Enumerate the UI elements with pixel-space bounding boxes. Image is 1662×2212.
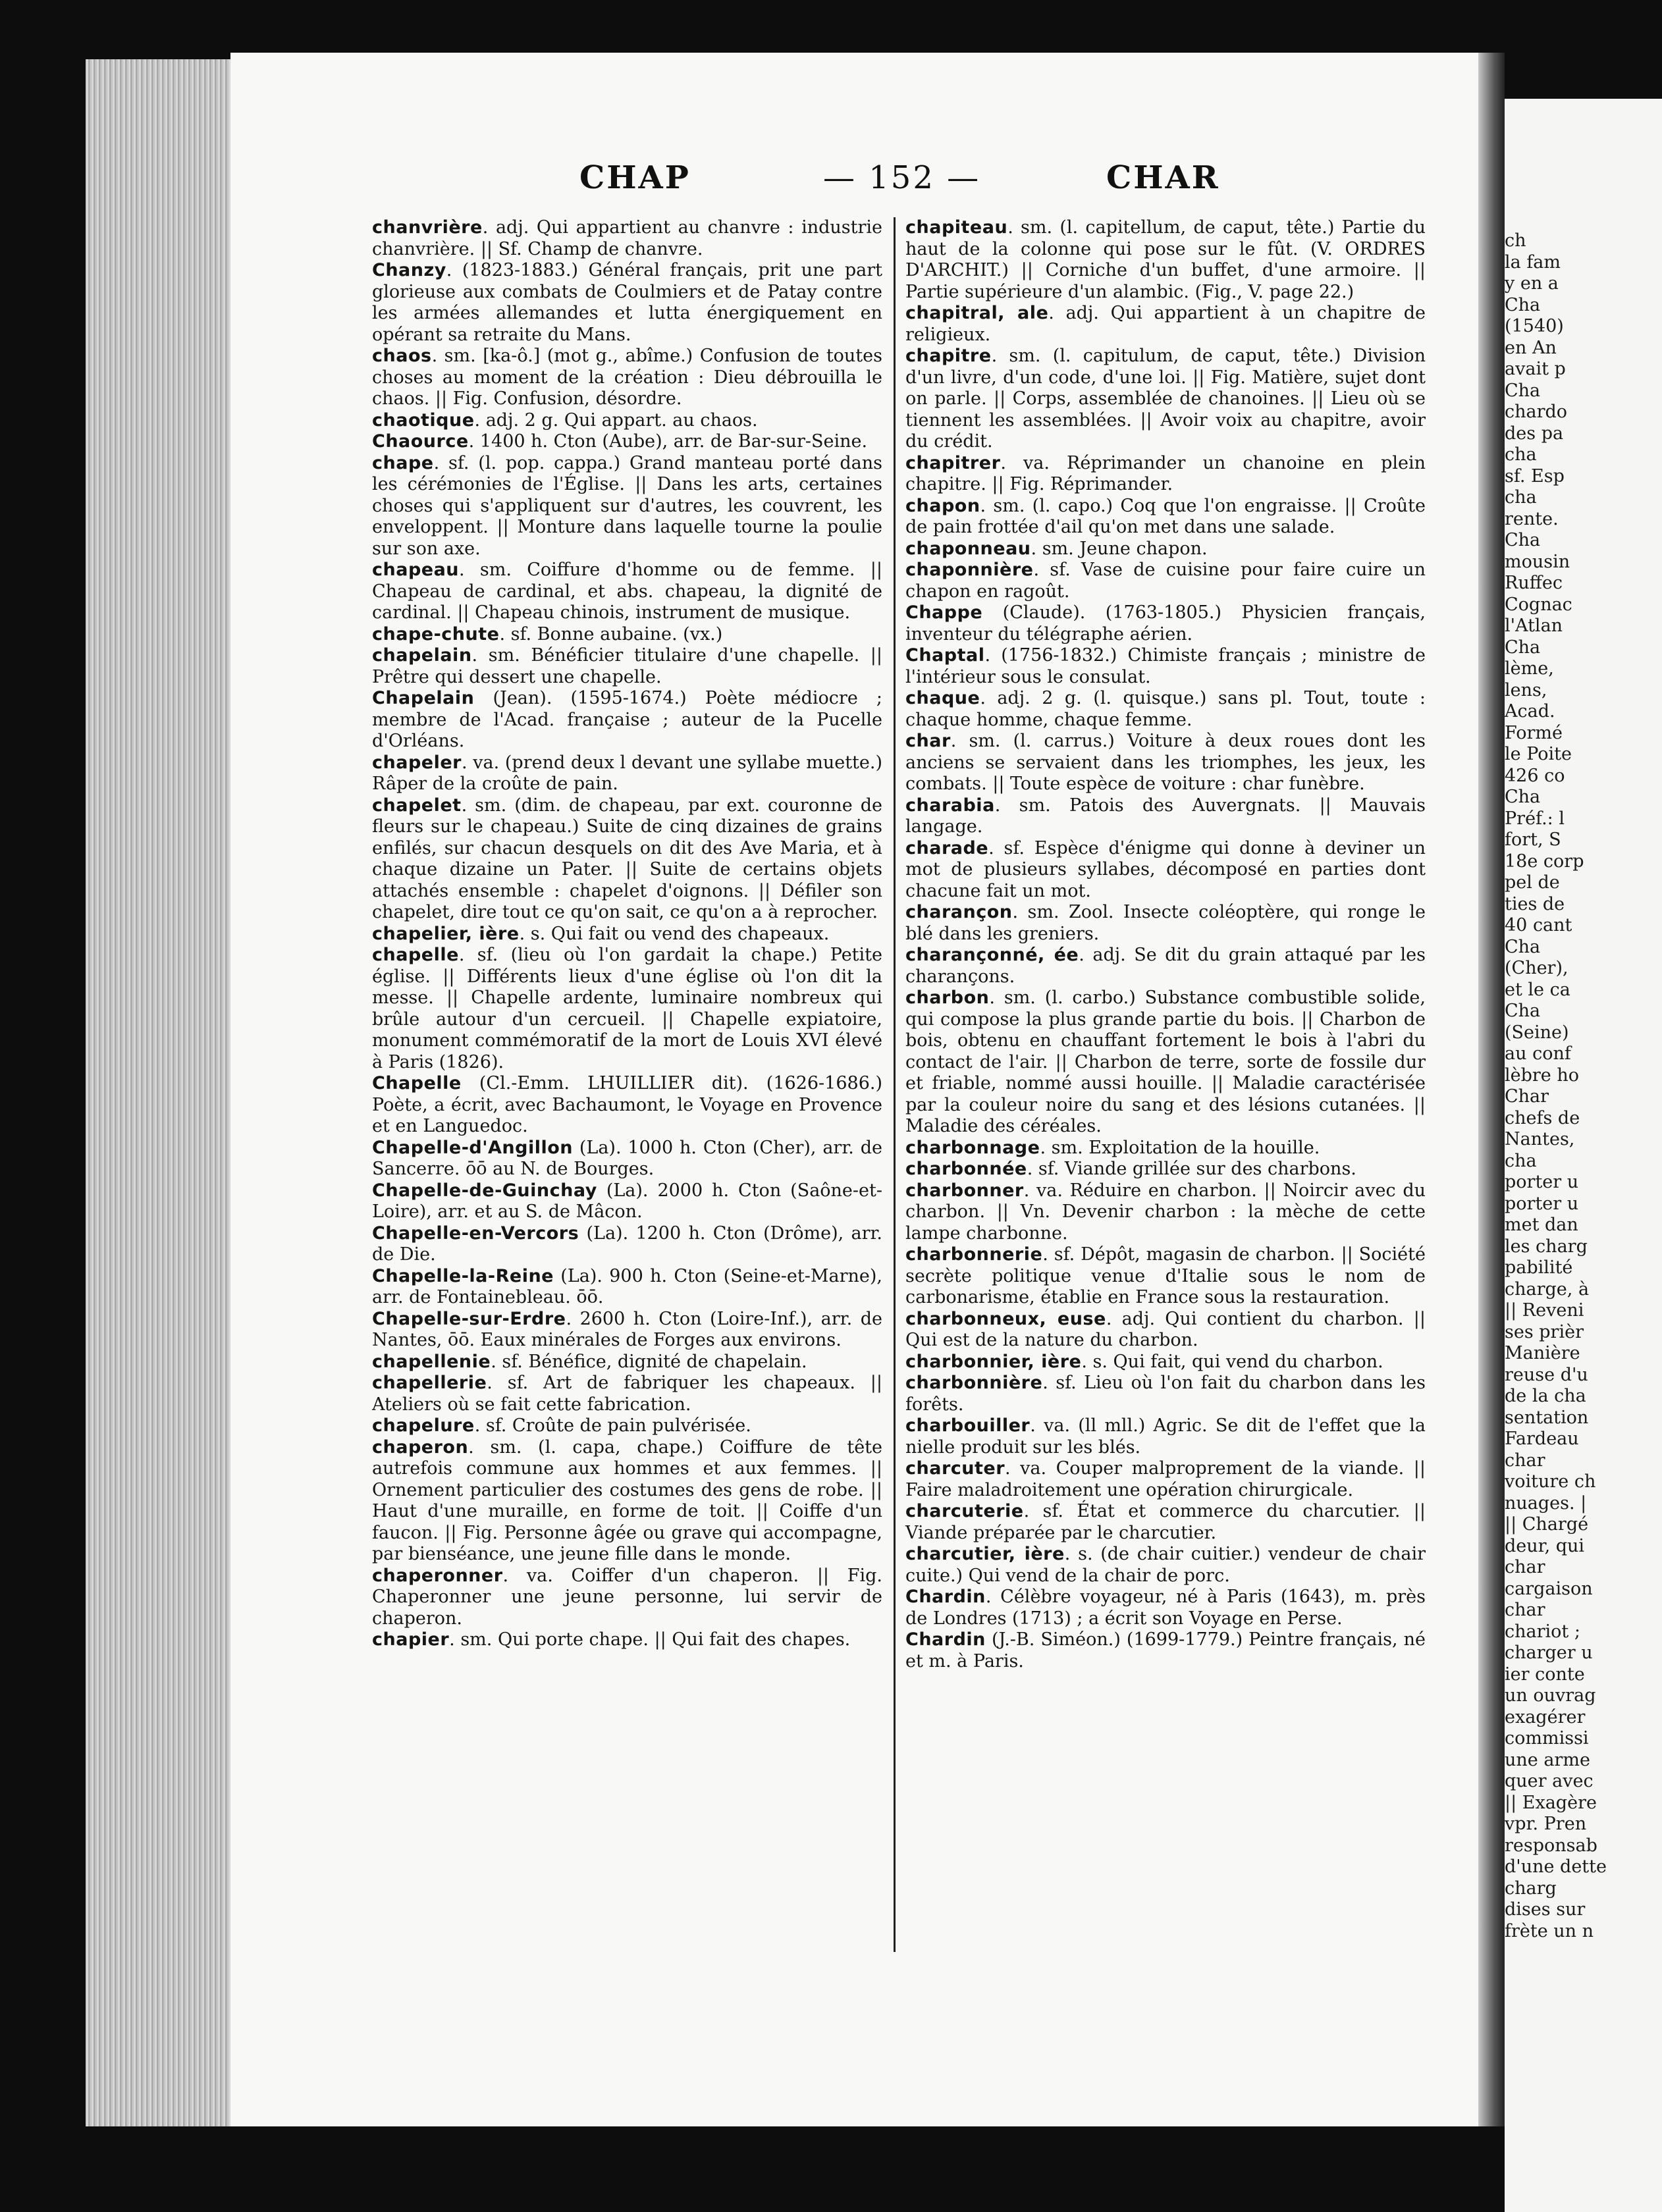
dictionary-entry xyxy=(905,217,1426,303)
entry-headword: charcuterie xyxy=(905,1501,1024,1521)
dictionary-entry xyxy=(905,1309,1426,1352)
adjacent-page-line: charger u xyxy=(1505,1643,1593,1663)
adjacent-page-line: charg xyxy=(1505,1878,1557,1899)
entry-definition: . sf. Dépôt, magasin de charbon. || Société secrète politique venue d'Italie sous le nom de carbonarisme, établie en France sous la restauration. xyxy=(905,1244,1426,1307)
dictionary-entry xyxy=(905,1352,1426,1373)
book-page-edges xyxy=(86,59,234,2126)
entry-headword: chape-chute xyxy=(372,623,500,645)
adjacent-page-line: de la cha xyxy=(1505,1386,1586,1406)
adjacent-page-line: au conf xyxy=(1505,1043,1571,1064)
adjacent-page-line: char xyxy=(1505,1557,1545,1577)
adjacent-page-line: cha xyxy=(1505,487,1537,508)
entry-definition: . sm. Jeune chapon. xyxy=(1031,538,1208,559)
entry-headword: Chanzy xyxy=(372,260,446,280)
dictionary-entry xyxy=(372,410,882,432)
entry-headword: chaponnière xyxy=(905,560,1034,580)
dictionary-entry xyxy=(905,1138,1426,1159)
adjacent-page-line: ses prièr xyxy=(1505,1321,1584,1342)
dictionary-entry xyxy=(905,902,1426,945)
entry-definition: . 1400 h. Cton (Aube), arr. de Bar-sur-Seine. xyxy=(468,431,868,452)
adjacent-page-line: 18e corp xyxy=(1505,851,1584,872)
entry-definition: . va. Réprimander un chanoine en plein chapitre. || Fig. Réprimander. xyxy=(905,452,1426,494)
adjacent-page-line: la fam xyxy=(1505,251,1561,273)
adjacent-page-line: en An xyxy=(1505,337,1557,358)
dictionary-entry xyxy=(372,1629,882,1651)
entry-definition: . s. Qui fait ou vend des chapeaux. xyxy=(519,923,830,944)
entry-headword: Chardin xyxy=(905,1587,986,1607)
entry-definition: . 2600 h. Cton (Loire-Inf.), arr. de Nantes, ōō. Eaux minérales de Forges aux environs. xyxy=(372,1308,882,1350)
adjacent-page-line: des pa xyxy=(1505,423,1564,444)
dictionary-entry xyxy=(372,431,882,453)
adjacent-page-text xyxy=(1505,230,1662,1942)
adjacent-page-line: avait p xyxy=(1505,359,1566,379)
entry-definition: (J.-B. Siméon.) (1699-1779.) Peintre français, né et m. à Paris. xyxy=(905,1629,1426,1672)
adjacent-page-line: deur, qui xyxy=(1505,1535,1585,1556)
adjacent-page-line: char xyxy=(1505,1600,1545,1620)
adjacent-page-line: (Seine) xyxy=(1505,1022,1569,1043)
entry-headword: Chaource xyxy=(372,431,469,452)
adjacent-page-line: || Reveni xyxy=(1505,1300,1584,1321)
dictionary-entry xyxy=(905,945,1426,988)
entry-definition: (La). 1000 h. Cton (Cher), arr. de Sancerre. ōō au N. de Bourges. xyxy=(372,1137,882,1179)
entry-headword: chapiteau xyxy=(905,217,1008,238)
entry-definition: (Claude). (1763-1805.) Physicien français, inventeur du télégraphe aérien. xyxy=(905,602,1426,645)
entry-definition: . s. Qui fait, qui vend du charbon. xyxy=(1081,1351,1383,1372)
adjacent-page-line: Nantes, xyxy=(1505,1129,1575,1149)
entry-headword: chapelier, ière xyxy=(372,923,520,944)
entry-definition: . sf. Vase de cuisine pour faire cuire un chapon en ragoût. xyxy=(905,560,1426,602)
adjacent-page-line: sf. Esp xyxy=(1505,465,1565,487)
dictionary-entry xyxy=(372,924,882,945)
dictionary-entry xyxy=(372,1073,882,1138)
dictionary-entry xyxy=(905,1244,1426,1309)
adjacent-page-line: Cha xyxy=(1505,787,1541,807)
dictionary-entry xyxy=(372,260,882,346)
adjacent-page-line: Acad. xyxy=(1505,701,1555,722)
entry-definition: . sm. Exploitation de la houille. xyxy=(1040,1137,1320,1158)
entry-headword: chapelure xyxy=(372,1415,475,1436)
dictionary-entry xyxy=(372,1373,882,1415)
dictionary-entry xyxy=(372,560,882,624)
adjacent-page-line: commissi xyxy=(1505,1728,1589,1749)
entry-headword: Chapelain xyxy=(372,688,475,708)
dictionary-entry xyxy=(372,1309,882,1352)
entry-headword: chape xyxy=(372,452,434,473)
entry-definition: . sf. (lieu où l'on gardait la chape.) Petite église. || Différents lieux d'une église où l'on dit la messe. || Chapelle ardente, luminaire nombreux qui brûle autour d'un cercueil. || Chapelle expiatoire, monument commémoratif de la mort de Louis XVI élevé à Paris (1826). xyxy=(372,945,882,1072)
dictionary-entry xyxy=(905,1458,1426,1501)
adjacent-page-line: || Chargé xyxy=(1505,1514,1589,1535)
adjacent-page-line: cha xyxy=(1505,1150,1537,1171)
entry-headword: charançonné, ée xyxy=(905,945,1079,965)
dictionary-entry xyxy=(372,1180,882,1223)
entry-headword: chapon xyxy=(905,495,980,516)
entry-definition: . va. Coiffer d'un chaperon. || Fig. Chaperonner une jeune personne, lui servir de chaperon. xyxy=(372,1565,882,1629)
entry-headword: charbon xyxy=(905,988,990,1008)
entry-definition: (La). 900 h. Cton (Seine-et-Marne), arr. de Fontainebleau. ōō. xyxy=(372,1265,882,1307)
adjacent-page-line: Cognac xyxy=(1505,594,1572,615)
entry-definition: . sf. Art de fabriquer les chapeaux. || Ateliers où se fait cette fabrication. xyxy=(372,1373,882,1415)
entry-headword: chapitrer xyxy=(905,452,1001,473)
entry-headword: chaperonner xyxy=(372,1565,503,1586)
entry-headword: chapier xyxy=(372,1629,450,1650)
dictionary-entry xyxy=(372,453,882,560)
adjacent-page-line: Manière xyxy=(1505,1343,1580,1363)
entry-definition: . (1756-1832.) Chimiste français ; ministre de l'intérieur sous le consulat. xyxy=(905,645,1426,687)
dictionary-entry xyxy=(372,795,882,924)
adjacent-page-line: Cha xyxy=(1505,294,1541,315)
adjacent-page-line: quer avec xyxy=(1505,1771,1594,1791)
adjacent-page-line: cargaison xyxy=(1505,1578,1593,1599)
adjacent-page-line: vpr. Pren xyxy=(1505,1814,1587,1834)
entry-definition: . sf. Bonne aubaine. (vx.) xyxy=(499,623,723,645)
entry-definition: . adj. Qui appartient à un chapitre de religieux. xyxy=(905,303,1426,345)
entry-headword: Chapelle-la-Reine xyxy=(372,1265,554,1286)
dictionary-entry xyxy=(905,838,1426,903)
entry-headword: chapelet xyxy=(372,795,462,816)
entry-headword: charabia xyxy=(905,795,995,816)
dictionary-entry xyxy=(372,217,882,260)
adjacent-page-line: une arme xyxy=(1505,1749,1590,1770)
adjacent-page-line: cha xyxy=(1505,444,1537,465)
dictionary-entry xyxy=(905,988,1426,1138)
adjacent-page-line: un ouvrag xyxy=(1505,1685,1596,1706)
column-divider xyxy=(894,217,896,1952)
dictionary-entry xyxy=(372,624,882,646)
adjacent-page-line: Cha xyxy=(1505,1001,1541,1021)
adjacent-page-line: Ruffec xyxy=(1505,573,1563,593)
entry-definition: . va. (prend deux l devant une syllabe muette.) Râper de la croûte de pain. xyxy=(372,752,882,794)
adjacent-page-line: Char xyxy=(1505,1086,1549,1107)
adjacent-page-line: charge, à xyxy=(1505,1278,1590,1300)
entry-headword: chapeau xyxy=(372,560,460,580)
adjacent-page-line: reuse d'u xyxy=(1505,1364,1588,1385)
dictionary-entry xyxy=(905,795,1426,838)
adjacent-page-line: l'Atlan xyxy=(1505,616,1563,636)
adjacent-page-line: chefs de xyxy=(1505,1107,1580,1128)
entry-definition: . sf. Espèce d'énigme qui donne à deviner un mot de plusieurs syllabes, décomposé en parties dont chacune fait un mot. xyxy=(905,837,1426,901)
page-header xyxy=(579,158,1225,204)
dictionary-entry xyxy=(905,560,1426,602)
entry-definition: . sf. Croûte de pain pulvérisée. xyxy=(474,1415,751,1436)
adjacent-page-line: 40 cant xyxy=(1505,915,1572,935)
adjacent-page-line: || Exagère xyxy=(1505,1792,1597,1813)
entry-definition: (La). 1200 h. Cton (Drôme), arr. de Die. xyxy=(372,1223,882,1265)
entry-headword: charcutier, ière xyxy=(905,1544,1065,1564)
adjacent-page-line: rente. xyxy=(1505,508,1559,529)
adjacent-page-line: lèbre ho xyxy=(1505,1065,1580,1086)
entry-headword: charbonnier, ière xyxy=(905,1351,1082,1372)
adjacent-page-line: responsab xyxy=(1505,1835,1597,1856)
adjacent-page-line: nuages. | xyxy=(1505,1492,1587,1514)
adjacent-page-line: fort, S xyxy=(1505,830,1561,850)
dictionary-entry xyxy=(905,346,1426,453)
adjacent-page-line: dises sur xyxy=(1505,1899,1586,1920)
dictionary-entry xyxy=(905,688,1426,731)
adjacent-page-line: Formé xyxy=(1505,722,1563,743)
dictionary-entry xyxy=(372,1352,882,1373)
adjacent-page-line: Préf.: l xyxy=(1505,808,1565,829)
entry-headword: chapitre xyxy=(905,346,992,366)
entry-headword: Chapelle-de-Guinchay xyxy=(372,1180,597,1201)
adjacent-page-line: pabilité xyxy=(1505,1257,1573,1278)
entry-definition: . sm. Coiffure d'homme ou de femme. || Chapeau de cardinal, et abs. chapeau, la dignité de cardinal. || Chapeau chinois, instrument de musique. xyxy=(372,560,882,623)
adjacent-page-line: porter u xyxy=(1505,1193,1579,1214)
adjacent-page-line: Cha xyxy=(1505,380,1541,401)
entry-headword: charbonner xyxy=(905,1180,1024,1201)
dictionary-entry xyxy=(905,1159,1426,1180)
adjacent-page-line: char xyxy=(1505,1450,1545,1471)
entry-headword: charbonnerie xyxy=(905,1244,1043,1265)
right-column xyxy=(905,217,1426,1672)
entry-definition: . sm. (l. capitulum, de caput, tête.) Division d'un livre, d'un code, d'une loi. || Fig. Matière, sujet dont on parle. || Corps, assemblée de chanoines. || Lieu où se tiennent les assemblées. || Avoir voix au chapitre, avoir du crédit. xyxy=(905,346,1426,452)
entry-headword: chaotique xyxy=(372,409,475,431)
entry-definition: . adj. Se dit du grain attaqué par les charançons. xyxy=(905,945,1426,987)
header-left-guide-word: CHAP xyxy=(579,159,691,196)
adjacent-page-line: mousin xyxy=(1505,551,1570,572)
left-column xyxy=(372,217,882,1651)
entry-headword: chapeler xyxy=(372,752,462,773)
adjacent-page-line: et le ca xyxy=(1505,979,1570,1000)
entry-headword: chapelain xyxy=(372,645,472,666)
dictionary-entry xyxy=(372,1415,882,1437)
dictionary-entry xyxy=(372,1223,882,1266)
adjacent-page-line: pel de xyxy=(1505,872,1560,893)
adjacent-page-fragment xyxy=(1505,99,1662,2212)
adjacent-page-line: lème, xyxy=(1505,658,1554,679)
adjacent-page-line: porter u xyxy=(1505,1172,1579,1192)
dictionary-entry xyxy=(905,602,1426,645)
entry-definition: . va. Réduire en charbon. || Noircir avec du charbon. || Vn. Devenir charbon : la mèche de cette lampe charbonne. xyxy=(905,1180,1426,1244)
entry-definition: . sf. Lieu où l'on fait du charbon dans les forêts. xyxy=(905,1373,1426,1415)
adjacent-page-line: met dan xyxy=(1505,1215,1578,1235)
entry-definition: . sf. État et commerce du charcutier. || Viande préparée par le charcutier. xyxy=(905,1501,1426,1543)
entry-definition: . adj. 2 g. Qui appart. au chaos. xyxy=(474,409,758,431)
entry-definition: . sm. (l. capitellum, de caput, tête.) Partie du haut de la colonne qui pose sur le fût. (V. ORDRES D'ARCHIT.) || Corniche d'un buffet, d'une armoire. || Partie supérieure d'un alambic. (Fig., V. page 22.) xyxy=(905,217,1426,302)
entry-headword: Chapelle xyxy=(372,1073,462,1093)
adjacent-page-line: d'une dette xyxy=(1505,1856,1607,1877)
entry-definition: . sf. Viande grillée sur des charbons. xyxy=(1027,1159,1356,1179)
entry-definition: . sm. (dim. de chapeau, par ext. couronne de fleurs sur le chapeau.) Suite de cinq dizaines de grains enfilés, sur chacun desquels on dit des Ave Maria, et à chaque dizaine un Pater. || Suite de certains objets attachés ensemble : chapelet d'oignons. || Défiler son chapelet, dire tout ce qu'on sait, ce qu'on a à reprocher. xyxy=(372,795,882,922)
entry-definition: . adj. Qui contient du charbon. || Qui est de la nature du charbon. xyxy=(905,1308,1426,1350)
entry-definition: (La). 2000 h. Cton (Saône-et-Loire), arr. et au S. de Mâcon. xyxy=(372,1180,882,1222)
entry-headword: Chapelle-d'Angillon xyxy=(372,1137,573,1158)
entry-definition: . sf. Bénéfice, dignité de chapelain. xyxy=(491,1351,807,1372)
entry-definition: . sm. (l. capo.) Coq que l'on engraisse. || Croûte de pain frottée d'ail qu'on met dans une salade. xyxy=(905,495,1426,537)
dictionary-entry xyxy=(905,1180,1426,1245)
adjacent-page-line: le Poite xyxy=(1505,744,1572,764)
entry-headword: chaponneau xyxy=(905,538,1031,559)
dictionary-entry xyxy=(372,752,882,795)
dictionary-entry xyxy=(905,1373,1426,1415)
adjacent-page-line: Cha xyxy=(1505,936,1541,957)
entry-definition: . (1823-1883.) Général français, prit une part glorieuse aux combats de Coulmiers et de Patay contre les armées allemandes et lutta énergiquement en opérant sa retraite du Mans. xyxy=(372,260,882,345)
adjacent-page-line: chariot ; xyxy=(1505,1621,1580,1642)
dictionary-entry xyxy=(372,346,882,410)
entry-headword: charbonnage xyxy=(905,1137,1040,1158)
adjacent-page-line: frète un n xyxy=(1505,1920,1594,1941)
adjacent-page-line: Cha xyxy=(1505,530,1541,550)
dictionary-entry xyxy=(905,645,1426,688)
entry-definition: . sm. (l. carbo.) Substance combustible solide, qui compose la plus grande partie du bois. || Charbon de bois, obtenu en chauffant fortement le bois à l'abri du contact de l'air. || Charbon de terre, sorte de fossile dur et friable, nommé aussi houille. || Maladie caractérisée par la couleur noire du sang et des lésions cutanées. || Maladie des céréales. xyxy=(905,988,1426,1136)
entry-headword: Chapelle-sur-Erdre xyxy=(372,1308,566,1329)
entry-definition: . sm. Patois des Auvergnats. || Mauvais langage. xyxy=(905,795,1426,837)
entry-headword: Chaptal xyxy=(905,645,985,666)
dictionary-entry xyxy=(372,688,882,752)
entry-headword: Chardin xyxy=(905,1629,986,1650)
entry-headword: chaque xyxy=(905,688,980,708)
entry-headword: Chappe xyxy=(905,602,983,623)
entry-definition: . adj. Qui appartient au chanvre : industrie chanvrière. || Sf. Champ de chanvre. xyxy=(372,217,882,259)
entry-definition: . va. Couper malproprement de la viande. || Faire maladroitement une opération chirurgicale. xyxy=(905,1458,1426,1500)
entry-headword: charcuter xyxy=(905,1458,1005,1479)
entry-definition: . sm. Bénéficier titulaire d'une chapelle. || Prêtre qui dessert une chapelle. xyxy=(372,645,882,687)
dictionary-entry xyxy=(372,1138,882,1180)
adjacent-page-line: voiture ch xyxy=(1505,1471,1596,1492)
entry-definition: (Cl.-Emm. LHUILLIER dit). (1626-1686.) Poète, a écrit, avec Bachaumont, le Voyage en Provence et en Languedoc. xyxy=(372,1073,882,1136)
dictionary-entry xyxy=(905,539,1426,560)
adjacent-page-line: ier conte xyxy=(1505,1664,1585,1685)
entry-definition: . Célèbre voyageur, né à Paris (1643), m. près de Londres (1713) ; a écrit son Voyage en Perse. xyxy=(905,1587,1426,1629)
dictionary-entry xyxy=(905,1501,1426,1544)
entry-definition: . sf. (l. pop. cappa.) Grand manteau porté dans les cérémonies de l'Église. || Dans les arts, certaines choses qui s'appliquent sur d'autres, les couvrent, les enveloppent. || Monture dans laquelle tourne la poulie sur son axe. xyxy=(372,452,882,559)
entry-definition: . adj. 2 g. (l. quisque.) sans pl. Tout, toute : chaque homme, chaque femme. xyxy=(905,688,1426,730)
entry-headword: charbouiller xyxy=(905,1415,1031,1436)
adjacent-page-line: sentation xyxy=(1505,1407,1589,1428)
entry-definition: . sm. Qui porte chape. || Qui fait des chapes. xyxy=(449,1629,851,1650)
entry-definition: . sm. [ka-ô.] (mot g., abîme.) Confusion de toutes choses au moment de la création : Dieu débrouilla le chaos. || Fig. Confusion, désordre. xyxy=(372,346,882,409)
entry-definition: . s. (de chair cuitier.) vendeur de chair cuite.) Qui vend de la chair de porc. xyxy=(905,1544,1426,1586)
adjacent-page-line: (Cher), xyxy=(1505,958,1568,978)
entry-headword: charbonnière xyxy=(905,1373,1043,1393)
entry-definition: . sm. (l. capa, chape.) Coiffure de tête autrefois commune aux hommes et aux femmes. || Ornement particulier des costumes des gens de robe. || Haut d'une muraille, en forme de toit. || Coiffe d'un faucon. || Fig. Personne âgée ou grave qui accompagne, par bienséance, une jeune fille dans le monde. xyxy=(372,1436,882,1564)
adjacent-page-line: Fardeau xyxy=(1505,1429,1579,1449)
adjacent-page-line: lens, xyxy=(1505,679,1547,700)
entry-definition: . sm. (l. carrus.) Voiture à deux roues dont les anciens se servaient dans les triomphes, les jeux, les combats. || Toute espèce de voiture : char funèbre. xyxy=(905,731,1426,794)
adjacent-page-line: y en a xyxy=(1505,273,1559,294)
dictionary-entry xyxy=(372,1437,882,1566)
dictionary-entry xyxy=(905,1629,1426,1672)
adjacent-page-line: (1540) xyxy=(1505,316,1564,336)
page-number: — 152 — xyxy=(823,159,981,196)
entry-headword: chanvrière xyxy=(372,217,483,238)
dictionary-entry xyxy=(372,1266,882,1309)
adjacent-page-line: ch xyxy=(1505,230,1526,251)
entry-headword: charbonneux, euse xyxy=(905,1308,1106,1329)
adjacent-page-line: les charg xyxy=(1505,1236,1588,1257)
entry-headword: charançon xyxy=(905,902,1013,922)
entry-definition: . sm. Zool. Insecte coléoptère, qui ronge le blé dans les greniers. xyxy=(905,902,1426,944)
adjacent-page-line: ties de xyxy=(1505,893,1565,914)
dictionary-entry xyxy=(905,496,1426,539)
adjacent-page-line: 426 co xyxy=(1505,765,1565,786)
entry-headword: chapelle xyxy=(372,945,459,965)
entry-headword: chaperon xyxy=(372,1436,469,1458)
adjacent-page-line: exagérer xyxy=(1505,1706,1586,1727)
entry-headword: chapitral, ale xyxy=(905,303,1049,323)
dictionary-entry xyxy=(372,1566,882,1630)
book-gutter xyxy=(1478,53,1505,2126)
entry-headword: chaos xyxy=(372,346,432,366)
entry-definition: . va. (ll mll.) Agric. Se dit de l'effet que la nielle produit sur les blés. xyxy=(905,1415,1426,1458)
adjacent-page-line: Cha xyxy=(1505,637,1541,658)
entry-headword: char xyxy=(905,731,951,751)
entry-headword: chapellerie xyxy=(372,1373,487,1393)
entry-headword: charbonnée xyxy=(905,1159,1027,1179)
header-right-guide-word: CHAR xyxy=(1106,159,1220,196)
dictionary-entry xyxy=(905,731,1426,795)
dictionary-entry xyxy=(372,645,882,688)
entry-headword: charade xyxy=(905,837,989,858)
dictionary-entry xyxy=(372,945,882,1073)
entry-headword: chapellenie xyxy=(372,1351,491,1372)
adjacent-page-line: chardo xyxy=(1505,402,1568,422)
entry-definition: (Jean). (1595-1674.) Poète médiocre ; membre de l'Acad. française ; auteur de la Pucelle d'Orléans. xyxy=(372,688,882,751)
entry-headword: Chapelle-en-Vercors xyxy=(372,1223,579,1244)
dictionary-entry xyxy=(905,1544,1426,1587)
dictionary-entry xyxy=(905,303,1426,346)
dictionary-entry xyxy=(905,453,1426,496)
dictionary-entry xyxy=(905,1587,1426,1629)
dictionary-entry xyxy=(905,1415,1426,1458)
